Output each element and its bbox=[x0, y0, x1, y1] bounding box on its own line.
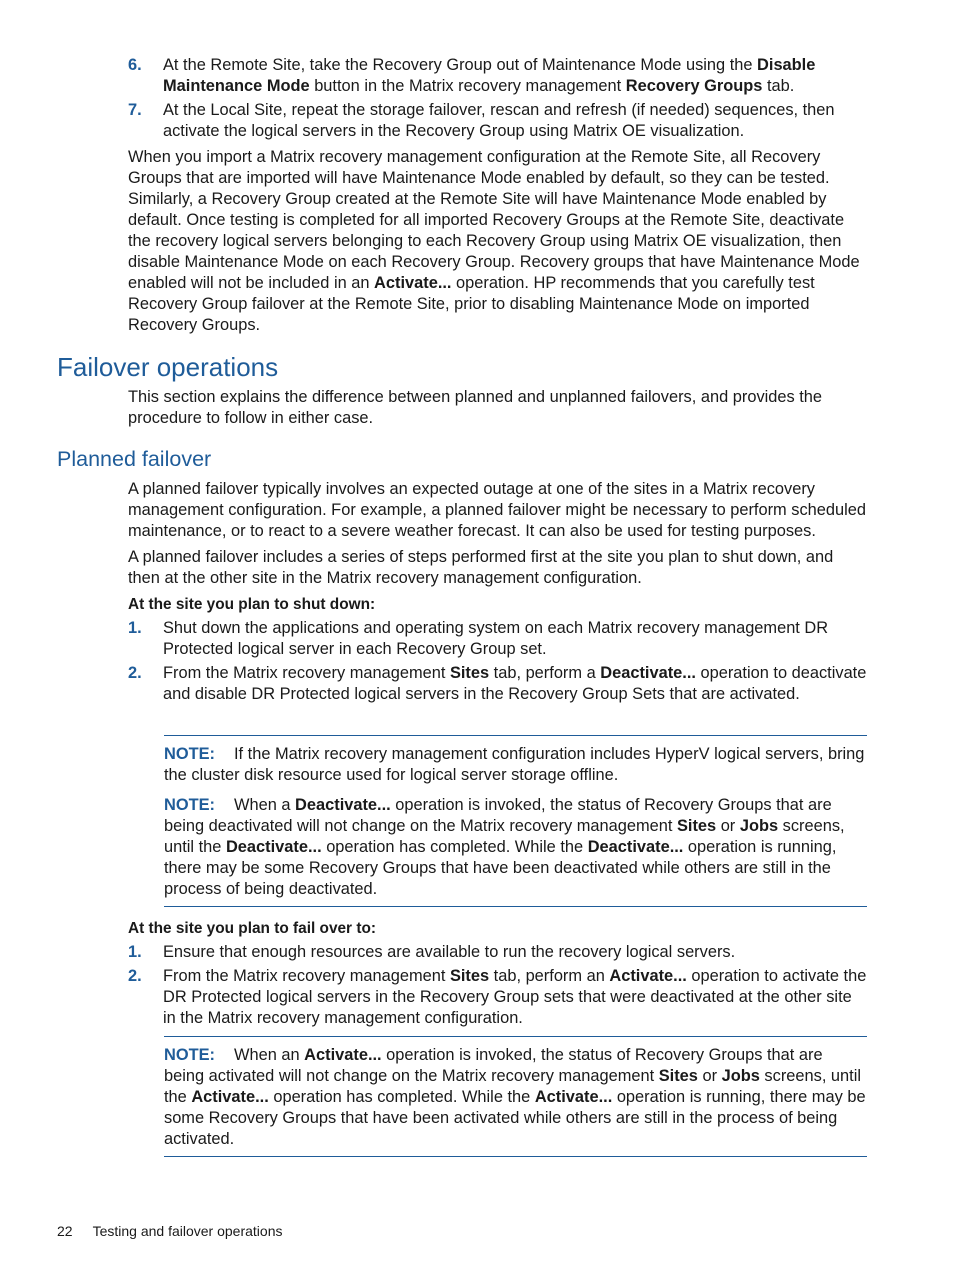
step-number: 1. bbox=[128, 943, 142, 961]
list-item: 6. At the Remote Site, take the Recovery Group out of Maintenance Mode using the Disable Maintenance Mode button in the Matrix recovery management Recovery Groups tab. bbox=[128, 56, 816, 95]
paragraph: A planned failover includes a series of steps performed first at the site you plan to shut down, and then at the other site in the Matrix recovery management configuration. bbox=[128, 548, 834, 587]
chapter-title: Testing and failover operations bbox=[92, 1223, 283, 1239]
page-number: 22 bbox=[57, 1223, 73, 1239]
list-item: 2. From the Matrix recovery management Sites tab, perform a Deactivate... operation to deactivate and disable DR Protected logical servers in the Recovery Group Sets that are activated. bbox=[128, 664, 867, 703]
note-box bbox=[164, 735, 867, 907]
list-item: 7. At the Local Site, repeat the storage failover, rescan and refresh (if needed) sequences, then activate the logical servers in the Recovery Group using Matrix OE visualization. bbox=[128, 101, 835, 140]
note: NOTE: When an Activate... operation is invoked, the status of Recovery Groups that are being activated will not change on the Matrix recovery management Sites or Jobs screens, until the Activate... operation has completed. While the Activate... operation is running, there may be some Recovery Groups that have been activated while others are still in the process of being activated. bbox=[164, 1046, 866, 1148]
list-item: 2. From the Matrix recovery management Sites tab, perform an Activate... operation to activate the DR Protected logical servers in the Recovery Group sets that were deactivated at the other site in the Matrix recovery management configuration. bbox=[128, 967, 867, 1027]
planned-failover-body bbox=[128, 479, 868, 708]
step-number: 6. bbox=[128, 56, 142, 74]
failover-steps bbox=[128, 942, 868, 1029]
section-heading: Failover operations bbox=[57, 352, 279, 382]
subsection-heading: Planned failover bbox=[57, 447, 212, 471]
note-label: NOTE: bbox=[164, 745, 215, 763]
step-number: 2. bbox=[128, 967, 142, 985]
shutdown-lead: At the site you plan to shut down: bbox=[128, 596, 376, 613]
step-number: 1. bbox=[128, 619, 142, 637]
paragraph: A planned failover typically involves an expected outage at one of the sites in a Matrix recovery management configuration. For example, a planned failover might be necessary to perform scheduled maintenance, or to react to a severe weather forecast. It can also be used for testing purposes. bbox=[128, 480, 866, 540]
intro-block bbox=[128, 55, 868, 341]
list-item: 1. Shut down the applications and operating system on each Matrix recovery management DR Protected logical server in each Recovery Group set. bbox=[128, 619, 829, 658]
failover-to-block bbox=[128, 918, 868, 1032]
failover-lead: At the site you plan to fail over to: bbox=[128, 920, 376, 937]
step-number: 2. bbox=[128, 664, 142, 682]
section-paragraph: This section explains the difference between planned and unplanned failovers, and provides the procedure to follow in either case. bbox=[128, 388, 823, 427]
note: NOTE: If the Matrix recovery management configuration includes HyperV logical servers, bring the cluster disk resource used for logical server storage offline. bbox=[164, 745, 865, 784]
step-number: 7. bbox=[128, 101, 142, 119]
page-footer bbox=[57, 1222, 282, 1240]
note-label: NOTE: bbox=[164, 796, 215, 814]
shutdown-steps bbox=[128, 618, 868, 705]
section-intro bbox=[128, 387, 868, 434]
note-label: NOTE: bbox=[164, 1046, 215, 1064]
intro-paragraph: When you import a Matrix recovery management configuration at the Remote Site, all Recovery Groups that are imported will have Maintenance Mode enabled by default, so they can be tested. Similarly, a Recovery Group created at the Remote Site will have Maintenance Mode enabled by default. Once testing is completed for all imported Recovery Groups at the Remote Site, deactivate the recovery logical servers belonging to each Recovery Group using Matrix OE visualization, then disable Maintenance Mode on each Recovery Group. Recovery groups that have Maintenance Mode enabled will not be included in an Activate... operation. HP recommends that you carefully test Recovery Group failover at the Remote Site, prior to disabling Maintenance Mode on imported Recovery Groups. bbox=[128, 148, 860, 334]
intro-steps bbox=[128, 55, 868, 142]
note: NOTE: When a Deactivate... operation is invoked, the status of Recovery Groups that are being deactivated will not change on the Matrix recovery management Sites or Jobs screens, until the Deactivate... operation has completed. While the Deactivate... operation is running, there may be some Recovery Groups that have been deactivated while others are still in the process of being deactivated. bbox=[164, 796, 845, 898]
note-box bbox=[164, 1036, 867, 1157]
list-item: 1. Ensure that enough resources are available to run the recovery logical servers. bbox=[128, 943, 736, 961]
